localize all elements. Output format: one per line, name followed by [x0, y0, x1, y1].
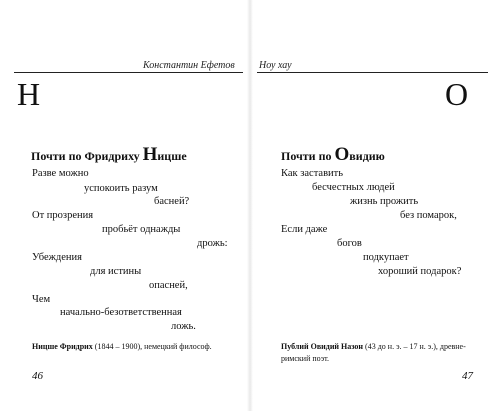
header-rule-left — [14, 72, 243, 73]
poem-line: подкупает — [363, 252, 409, 263]
poem-line: басней? — [154, 196, 190, 207]
poem-line: богов — [337, 238, 362, 249]
author-name: Публий Овидий Назон — [281, 342, 364, 351]
page-number-right: 47 — [462, 370, 473, 382]
title-initial: Н — [142, 144, 158, 165]
poem-line: Как заставить — [281, 168, 344, 179]
poem-line: без помарок, — [400, 210, 457, 221]
author-info-cont: римский поэт. — [281, 354, 330, 363]
poem-line: От прозрения — [32, 210, 94, 221]
poem-line: жизнь прожить — [350, 196, 419, 207]
poem-line: хороший подарок? — [378, 266, 462, 277]
title-pre: Почти по Фридриху — [31, 149, 143, 163]
author-note-left — [32, 341, 212, 353]
poem-title-right — [281, 144, 385, 165]
right-page — [250, 0, 500, 411]
poem-line: успокоить разум — [84, 183, 158, 194]
running-head-left: Константин Ефетов — [143, 60, 235, 71]
poem-title-left — [31, 144, 187, 165]
poem-line: Если даже — [281, 224, 328, 235]
author-info: (1844 – 1900), немецкий философ. — [92, 342, 212, 351]
section-letter-left: Н — [17, 76, 41, 112]
poem-line: Разве можно — [32, 168, 89, 179]
author-note-right — [281, 341, 466, 365]
poem-line: Чем — [32, 294, 51, 305]
title-rest: ицше — [157, 149, 187, 163]
page-number-left: 46 — [32, 370, 43, 382]
header-rule-right — [257, 72, 488, 73]
title-pre: Почти по — [281, 149, 335, 163]
title-rest: видию — [349, 149, 385, 163]
section-letter-right: О — [445, 76, 469, 112]
poem-line: опасней, — [149, 280, 188, 291]
poem-line: пробьёт однажды — [102, 224, 181, 235]
poem-line: бесчестных людей — [312, 182, 395, 193]
poem-line: начально-безответственная — [60, 307, 182, 318]
title-initial: О — [334, 144, 350, 165]
poem-line: ложь. — [171, 321, 196, 332]
running-head-right: Ноу хау — [259, 60, 292, 71]
author-name: Ницше Фридрих — [32, 342, 93, 351]
poem-line: дрожь: — [197, 238, 228, 249]
poem-line: Убеждения — [32, 252, 82, 263]
author-info: (43 до н. э. – 17 н. э.), древне- — [363, 342, 466, 351]
poem-line: для истины — [90, 266, 142, 277]
